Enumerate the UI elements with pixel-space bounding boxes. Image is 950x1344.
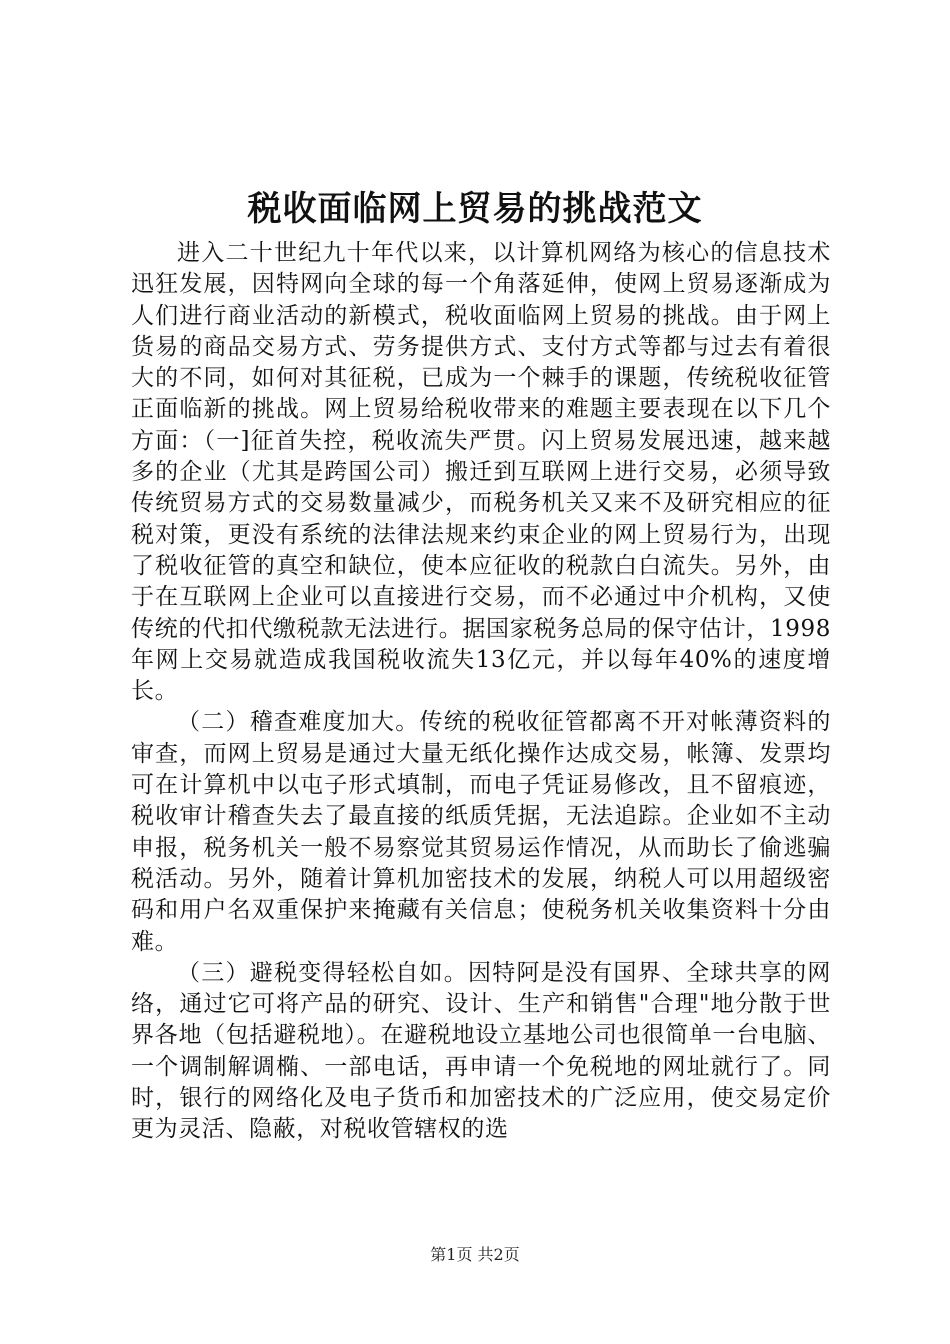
paragraph-1: 进入二十世纪九十年代以来，以计算机网络为核心的信息技术迅狂发展，因特网向全球的每一个角落延伸，使网上贸易逐渐成为人们进行商业活动的新模式，税收面临网上贸易的挑战。由于网上货易的商品交易方式、劳务提供方式、支付方式等都与过去有着很大的不同，如何对其征税，已成为一个棘手的课题，传统税收征管正面临新的挑战。网上贸易给税收带来的难题主要表现在以下几个方面：（一]征首失控，税收流失严贯。闪上贸易发展迅速，越来越多的企业（尤其是跨国公司）搬迁到互联网上进行交易，必须导致传统贸易方式的交易数量减少，而税务机关又来不及研究相应的征税对策，更没有系统的法律法规来约束企业的网上贸易行为，出现了税收征管的真空和缺位，使本应征收的税款白白流失。另外，由于在互联网上企业可以直接进行交易，而不必通过中介机构，又使传统的代扣代缴税款无法进行。据国家税务总局的保守估计，1998年网上交易就造成我国税收流失13亿元，并以每年40%的速度增长。 [131, 240, 831, 705]
paragraph-3: （三）避税变得轻松自如。因特阿是没有国界、全球共享的网络，通过它可将产品的研究、设计、生产和销售"合理"地分散于世界各地（包括避税地）。在避税地设立基地公司也很简单一台电脑、一个调制解调椭、一部电话，再申请一个免税地的网址就行了。同时，银行的网络化及电子货币和加密技术的广泛应用，使交易定价更为灵活、隐蔽，对税收管辖权的选 [131, 959, 831, 1143]
document-title: 税收面临网上贸易的挑战范文 [247, 189, 703, 229]
document-body [131, 238, 831, 1146]
page-footer: 第1页 共2页 [430, 1245, 520, 1264]
paragraph-2: （二）稽查难度加大。传统的税收征管都离不开对帐薄资料的审查，而网上贸易是通过大量无纸化操作达成交易，帐簿、发票均可在计算机中以屯子形式填制，而电子凭证易修改，且不留痕迹，税收审计稽查失去了最直接的纸质凭据，无法追踪。企业如不主动申报，税务机关一般不易察觉其贸易运作情况，从而助长了偷逃骗税活动。另外，随着计算机加密技术的发展，纳税人可以用超级密码和用户名双重保护来掩藏有关信息；使税务机关收集资料十分由难。 [131, 709, 831, 955]
